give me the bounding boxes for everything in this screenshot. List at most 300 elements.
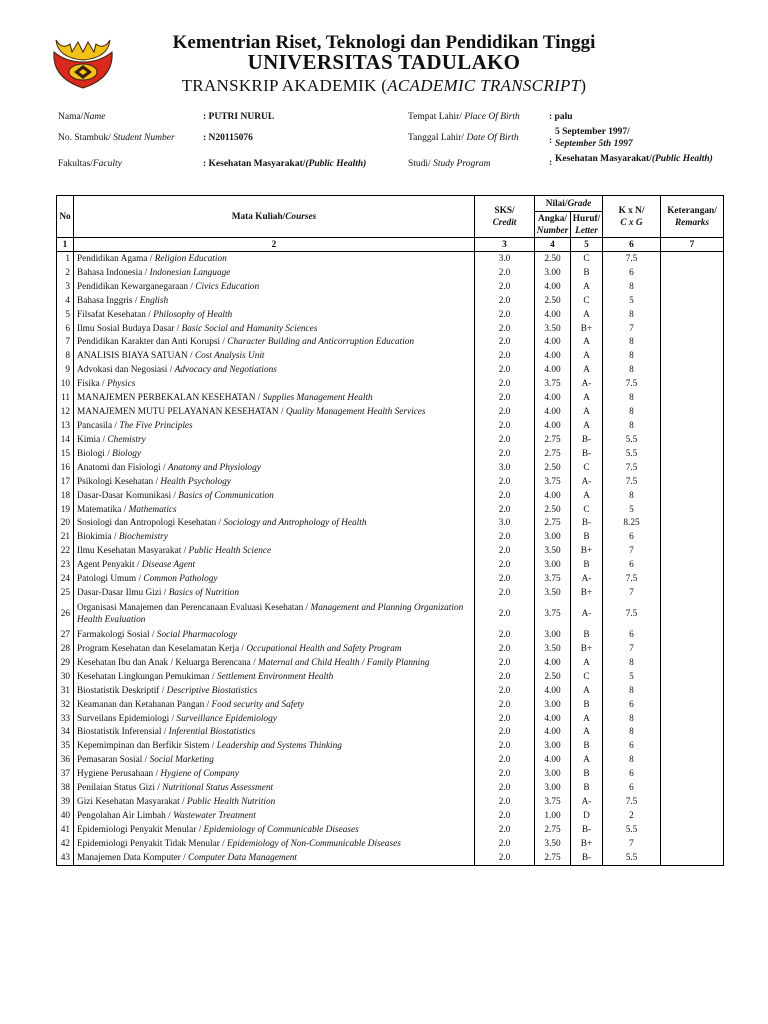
course-name: Biostatistik Deskriptif / Descriptive Biostatistics: [74, 684, 475, 698]
row-number: 15: [57, 447, 74, 461]
row-number: 5: [57, 308, 74, 322]
grade-number-cell: 2.50: [535, 461, 571, 475]
course-name: Kimia / Chemistry: [74, 433, 475, 447]
faculty-value: : Kesehatan Masyarakat/(Public Health): [203, 159, 367, 169]
col-header-remarks: Keterangan/ Remarks: [661, 196, 724, 238]
grade-number-cell: 3.75: [535, 572, 571, 586]
credit-cell: 2.0: [475, 656, 535, 670]
cxg-cell: 8: [603, 308, 661, 322]
col-header-course: Mata Kuliah/Courses: [74, 196, 475, 238]
grade-number-cell: 3.00: [535, 767, 571, 781]
cxg-cell: 5.5: [603, 447, 661, 461]
col-number: 3: [475, 238, 535, 252]
credit-cell: 2.0: [475, 586, 535, 600]
credit-cell: 2.0: [475, 795, 535, 809]
col-number: 6: [603, 238, 661, 252]
cxg-cell: 8: [603, 712, 661, 726]
grade-letter-cell: B+: [571, 837, 603, 851]
remarks-cell: [661, 377, 724, 391]
remarks-cell: [661, 419, 724, 433]
course-name: Agent Penyakit / Disease Agent: [74, 558, 475, 572]
date-of-birth-value: 5 September 1997/ September 5th 1997: [555, 127, 633, 149]
course-name: MANAJEMEN MUTU PELAYANAN KESEHATAN / Quality Management Health Services: [74, 405, 475, 419]
table-row: [57, 503, 724, 517]
cxg-cell: 7.5: [603, 475, 661, 489]
table-row: [57, 670, 724, 684]
document-title: [0, 76, 768, 96]
grade-letter-cell: A: [571, 405, 603, 419]
course-name: Biologi / Biology: [74, 447, 475, 461]
credit-cell: 2.0: [475, 781, 535, 795]
cxg-cell: 7.5: [603, 600, 661, 628]
credit-cell: 2.0: [475, 475, 535, 489]
row-number: 42: [57, 837, 74, 851]
table-row: [57, 280, 724, 294]
remarks-cell: [661, 698, 724, 712]
course-name: Bahasa Indonesia / Indonesian Language: [74, 266, 475, 280]
row-number: 40: [57, 809, 74, 823]
cxg-cell: 7.5: [603, 252, 661, 266]
row-number: 38: [57, 781, 74, 795]
study-program-value: Kesehatan Masyarakat/(Public Health): [555, 154, 713, 164]
row-number: 25: [57, 586, 74, 600]
credit-cell: 2.0: [475, 739, 535, 753]
credit-cell: 2.0: [475, 628, 535, 642]
row-number: 31: [57, 684, 74, 698]
row-number: 22: [57, 544, 74, 558]
remarks-cell: [661, 809, 724, 823]
course-name: Pengolahan Air Limbah / Wastewater Treatment: [74, 809, 475, 823]
grade-number-cell: 2.75: [535, 851, 571, 865]
grade-letter-cell: A: [571, 489, 603, 503]
cxg-cell: 8: [603, 336, 661, 350]
grade-number-cell: 3.75: [535, 475, 571, 489]
grade-letter-cell: B: [571, 767, 603, 781]
cxg-cell: 6: [603, 628, 661, 642]
table-row: [57, 600, 724, 628]
credit-cell: 2.0: [475, 558, 535, 572]
remarks-cell: [661, 433, 724, 447]
table-row: [57, 726, 724, 740]
remarks-cell: [661, 447, 724, 461]
grade-letter-cell: A-: [571, 600, 603, 628]
table-row: [57, 336, 724, 350]
cxg-cell: 7.5: [603, 377, 661, 391]
remarks-cell: [661, 280, 724, 294]
course-name: Hygiene Perusahaan / Hygiene of Company: [74, 767, 475, 781]
cxg-cell: 6: [603, 530, 661, 544]
grade-letter-cell: A: [571, 391, 603, 405]
course-name: Organisasi Manajemen dan Perencanaan Evaluasi Kesehatan / Management and Planning Organization Health Evaluation: [74, 600, 475, 628]
cxg-cell: 2: [603, 809, 661, 823]
credit-cell: 2.0: [475, 809, 535, 823]
table-row: [57, 823, 724, 837]
col-number: 1: [57, 238, 74, 252]
remarks-cell: [661, 781, 724, 795]
table-row: [57, 572, 724, 586]
row-number: 30: [57, 670, 74, 684]
grade-letter-cell: A: [571, 712, 603, 726]
row-number: 19: [57, 503, 74, 517]
table-row: [57, 433, 724, 447]
cxg-cell: 6: [603, 558, 661, 572]
col-header-credit: SKS/ Credit: [475, 196, 535, 238]
grade-letter-cell: C: [571, 461, 603, 475]
course-name: Ilmu Kesehatan Masyarakat / Public Health Science: [74, 544, 475, 558]
table-row: [57, 252, 724, 266]
grades-table: [56, 195, 724, 866]
cxg-cell: 8: [603, 405, 661, 419]
row-number: 34: [57, 726, 74, 740]
grade-number-cell: 1.00: [535, 809, 571, 823]
cxg-cell: 8: [603, 753, 661, 767]
grade-letter-cell: B: [571, 266, 603, 280]
row-number: 10: [57, 377, 74, 391]
grade-letter-cell: A-: [571, 475, 603, 489]
table-row: [57, 461, 724, 475]
row-number: 9: [57, 363, 74, 377]
row-number: 6: [57, 322, 74, 336]
remarks-cell: [661, 767, 724, 781]
grade-number-cell: 3.00: [535, 530, 571, 544]
col-header-number: Angka/ Number: [535, 212, 571, 238]
grade-number-cell: 4.00: [535, 712, 571, 726]
grade-letter-cell: C: [571, 252, 603, 266]
grade-number-cell: 4.00: [535, 349, 571, 363]
remarks-cell: [661, 461, 724, 475]
table-row: [57, 628, 724, 642]
row-number: 20: [57, 517, 74, 531]
remarks-cell: [661, 823, 724, 837]
grade-number-cell: 3.75: [535, 795, 571, 809]
grade-number-cell: 2.50: [535, 252, 571, 266]
grade-number-cell: 2.75: [535, 433, 571, 447]
credit-cell: 2.0: [475, 489, 535, 503]
table-row: [57, 308, 724, 322]
course-name: Advokasi dan Negosiasi / Advocacy and Negotiations: [74, 363, 475, 377]
table-row: [57, 391, 724, 405]
remarks-cell: [661, 503, 724, 517]
grade-letter-cell: C: [571, 503, 603, 517]
course-name: Farmakologi Sosial / Social Pharmacology: [74, 628, 475, 642]
cxg-cell: 8: [603, 280, 661, 294]
grade-number-cell: 4.00: [535, 684, 571, 698]
grade-letter-cell: B: [571, 628, 603, 642]
credit-cell: 2.0: [475, 837, 535, 851]
grades-table-body: [57, 252, 724, 866]
university-name: UNIVERSITAS TADULAKO: [247, 50, 521, 74]
credit-cell: 2.0: [475, 670, 535, 684]
credit-cell: 2.0: [475, 503, 535, 517]
credit-cell: 2.0: [475, 712, 535, 726]
credit-cell: 2.0: [475, 280, 535, 294]
table-row: [57, 447, 724, 461]
course-name: Pancasila / The Five Principles: [74, 419, 475, 433]
grade-number-cell: 3.00: [535, 781, 571, 795]
course-name: Biostatistik Inferensial / Inferential Biostatistics: [74, 726, 475, 740]
table-row: [57, 377, 724, 391]
cxg-cell: 6: [603, 781, 661, 795]
cxg-cell: 8: [603, 684, 661, 698]
cxg-cell: 7.5: [603, 795, 661, 809]
name-label: Nama/Name: [58, 112, 106, 122]
cxg-cell: 8: [603, 489, 661, 503]
table-row: [57, 795, 724, 809]
credit-cell: 2.0: [475, 530, 535, 544]
grade-letter-cell: B-: [571, 447, 603, 461]
remarks-cell: [661, 475, 724, 489]
cxg-cell: 8: [603, 349, 661, 363]
grade-number-cell: 4.00: [535, 489, 571, 503]
table-row: [57, 294, 724, 308]
grade-letter-cell: A: [571, 280, 603, 294]
col-header-grade: Nilai/Grade: [535, 196, 603, 212]
grade-letter-cell: A: [571, 419, 603, 433]
date-of-birth-label: Tanggal Lahir/ Date Of Birth: [408, 133, 519, 143]
grade-number-cell: 3.75: [535, 600, 571, 628]
credit-cell: 2.0: [475, 823, 535, 837]
grade-number-cell: 3.00: [535, 266, 571, 280]
table-row: [57, 363, 724, 377]
credit-cell: 3.0: [475, 517, 535, 531]
place-of-birth-label: Tempat Lahir/ Place Of Birth: [408, 112, 520, 122]
grade-number-cell: 4.00: [535, 405, 571, 419]
course-name: Bahasa Inggris / English: [74, 294, 475, 308]
credit-cell: 2.0: [475, 642, 535, 656]
row-number: 29: [57, 656, 74, 670]
credit-cell: 2.0: [475, 684, 535, 698]
table-row: [57, 530, 724, 544]
study-program-label: Studi/ Study Program: [408, 159, 491, 169]
course-name: Ilmu Sosial Budaya Dasar / Basic Social and Hamanity Sciences: [74, 322, 475, 336]
cxg-cell: 5.5: [603, 851, 661, 865]
grade-letter-cell: B+: [571, 322, 603, 336]
course-name: Surveilans Epidemiologi / Surveillance Epidemiology: [74, 712, 475, 726]
remarks-cell: [661, 684, 724, 698]
credit-cell: 2.0: [475, 433, 535, 447]
cxg-cell: 6: [603, 767, 661, 781]
grade-letter-cell: B: [571, 530, 603, 544]
credit-cell: 2.0: [475, 363, 535, 377]
grade-number-cell: 4.00: [535, 308, 571, 322]
credit-cell: 2.0: [475, 294, 535, 308]
row-number: 39: [57, 795, 74, 809]
grade-letter-cell: A: [571, 684, 603, 698]
remarks-cell: [661, 739, 724, 753]
credit-cell: 2.0: [475, 600, 535, 628]
grade-number-cell: 3.50: [535, 544, 571, 558]
table-row: [57, 656, 724, 670]
table-row: [57, 684, 724, 698]
course-name: Dasar-Dasar Komunikasi / Basics of Communication: [74, 489, 475, 503]
credit-cell: 2.0: [475, 266, 535, 280]
remarks-cell: [661, 405, 724, 419]
cxg-cell: 8: [603, 656, 661, 670]
grade-number-cell: 4.00: [535, 280, 571, 294]
grade-number-cell: 2.75: [535, 447, 571, 461]
student-number-value: : N20115076: [203, 133, 253, 143]
table-row: [57, 489, 724, 503]
grade-letter-cell: A-: [571, 572, 603, 586]
cxg-cell: 7: [603, 837, 661, 851]
row-number: 3: [57, 280, 74, 294]
credit-cell: 2.0: [475, 851, 535, 865]
course-name: Kesehatan Lingkungan Pemukiman / Settlement Environment Health: [74, 670, 475, 684]
title-close: ): [580, 76, 587, 95]
grade-letter-cell: B-: [571, 433, 603, 447]
course-name: Keamanan dan Ketahanan Pangan / Food security and Safety: [74, 698, 475, 712]
table-row: [57, 322, 724, 336]
remarks-cell: [661, 726, 724, 740]
cxg-cell: 8: [603, 391, 661, 405]
course-name: Filsafat Kesehatan / Philosophy of Health: [74, 308, 475, 322]
col-header-cxg: K x N/ C x G: [603, 196, 661, 238]
table-row: [57, 781, 724, 795]
row-number: 32: [57, 698, 74, 712]
grade-number-cell: 4.00: [535, 419, 571, 433]
remarks-cell: [661, 837, 724, 851]
grade-number-cell: 3.75: [535, 377, 571, 391]
course-name: Pendidikan Karakter dan Anti Korupsi / Character Building and Anticorruption Education: [74, 336, 475, 350]
table-row: [57, 266, 724, 280]
row-number: 43: [57, 851, 74, 865]
credit-cell: 2.0: [475, 447, 535, 461]
col-header-letter: Huruf/ Letter: [571, 212, 603, 238]
remarks-cell: [661, 753, 724, 767]
course-name: Biokimia / Biochemistry: [74, 530, 475, 544]
credit-cell: 2.0: [475, 308, 535, 322]
grade-number-cell: 3.00: [535, 739, 571, 753]
cxg-cell: 7.5: [603, 461, 661, 475]
remarks-cell: [661, 600, 724, 628]
cxg-cell: 5.5: [603, 823, 661, 837]
col-number: 5: [571, 238, 603, 252]
table-row: [57, 405, 724, 419]
student-number-label: No. Stambuk/ Student Number: [58, 133, 175, 143]
cxg-cell: 7: [603, 642, 661, 656]
row-number: 7: [57, 336, 74, 350]
remarks-cell: [661, 795, 724, 809]
course-name: Sosiologi dan Antropologi Kesehatan / Sociology and Antrophology of Health: [74, 517, 475, 531]
grade-letter-cell: A-: [571, 795, 603, 809]
table-row: [57, 586, 724, 600]
row-number: 8: [57, 349, 74, 363]
grade-number-cell: 4.00: [535, 656, 571, 670]
grade-number-cell: 3.50: [535, 837, 571, 851]
table-row: [57, 642, 724, 656]
grade-letter-cell: C: [571, 670, 603, 684]
cxg-cell: 6: [603, 266, 661, 280]
cxg-cell: 6: [603, 739, 661, 753]
course-name: Manajemen Data Komputer / Computer Data Management: [74, 851, 475, 865]
grade-letter-cell: D: [571, 809, 603, 823]
course-name: ANALISIS BIAYA SATUAN / Cost Analysis Unit: [74, 349, 475, 363]
credit-cell: 2.0: [475, 322, 535, 336]
table-row: [57, 837, 724, 851]
grade-number-cell: 3.00: [535, 558, 571, 572]
credit-cell: 3.0: [475, 461, 535, 475]
cxg-cell: 5.5: [603, 433, 661, 447]
credit-cell: 2.0: [475, 572, 535, 586]
grade-number-cell: 3.00: [535, 628, 571, 642]
cxg-cell: 5: [603, 294, 661, 308]
cxg-cell: 7.5: [603, 572, 661, 586]
row-number: 17: [57, 475, 74, 489]
grade-letter-cell: A: [571, 753, 603, 767]
course-name: Fisika / Physics: [74, 377, 475, 391]
course-name: Epidemiologi Penyakit Menular / Epidemiology of Communicable Diseases: [74, 823, 475, 837]
grade-letter-cell: B-: [571, 823, 603, 837]
cxg-cell: 6: [603, 698, 661, 712]
remarks-cell: [661, 656, 724, 670]
remarks-cell: [661, 712, 724, 726]
credit-cell: 2.0: [475, 377, 535, 391]
row-number: 28: [57, 642, 74, 656]
row-number: 26: [57, 600, 74, 628]
name-value: : PUTRI NURUL: [203, 112, 275, 122]
credit-cell: 3.0: [475, 252, 535, 266]
course-name: Gizi Kesehatan Masyarakat / Public Health Nutrition: [74, 795, 475, 809]
remarks-cell: [661, 252, 724, 266]
remarks-cell: [661, 489, 724, 503]
cxg-cell: 8: [603, 419, 661, 433]
remarks-cell: [661, 586, 724, 600]
col-number: 7: [661, 238, 724, 252]
grade-number-cell: 2.75: [535, 517, 571, 531]
credit-cell: 2.0: [475, 698, 535, 712]
grade-letter-cell: B: [571, 739, 603, 753]
grade-number-cell: 3.50: [535, 642, 571, 656]
table-row: [57, 739, 724, 753]
course-name: Pendidikan Kewarganegaraan / Civics Education: [74, 280, 475, 294]
credit-cell: 2.0: [475, 391, 535, 405]
remarks-cell: [661, 336, 724, 350]
cxg-cell: 7: [603, 586, 661, 600]
table-row: [57, 698, 724, 712]
grade-letter-cell: A: [571, 656, 603, 670]
grade-letter-cell: B+: [571, 544, 603, 558]
col-header-no: No: [57, 196, 74, 238]
credit-cell: 2.0: [475, 349, 535, 363]
row-number: 33: [57, 712, 74, 726]
table-row: [57, 767, 724, 781]
row-number: 18: [57, 489, 74, 503]
place-of-birth-value: : palu: [549, 112, 573, 122]
grade-letter-cell: C: [571, 294, 603, 308]
cxg-cell: 8.25: [603, 517, 661, 531]
row-number: 1: [57, 252, 74, 266]
grade-number-cell: 2.75: [535, 823, 571, 837]
credit-cell: 2.0: [475, 726, 535, 740]
course-name: Epidemiologi Penyakit Tidak Menular / Epidemiology of Non-Communicable Diseases: [74, 837, 475, 851]
credit-cell: 2.0: [475, 767, 535, 781]
course-name: MANAJEMEN PERBEKALAN KESEHATAN / Supplies Management Health: [74, 391, 475, 405]
credit-cell: 2.0: [475, 405, 535, 419]
row-number: 35: [57, 739, 74, 753]
row-number: 12: [57, 405, 74, 419]
col-number: 4: [535, 238, 571, 252]
table-row: [57, 517, 724, 531]
col-number: 2: [74, 238, 475, 252]
row-number: 16: [57, 461, 74, 475]
grade-letter-cell: A: [571, 726, 603, 740]
grade-number-cell: 2.50: [535, 503, 571, 517]
remarks-cell: [661, 642, 724, 656]
remarks-cell: [661, 670, 724, 684]
course-name: Anatomi dan Fisiologi / Anatomy and Physiology: [74, 461, 475, 475]
grade-number-cell: 4.00: [535, 363, 571, 377]
cxg-cell: 8: [603, 363, 661, 377]
